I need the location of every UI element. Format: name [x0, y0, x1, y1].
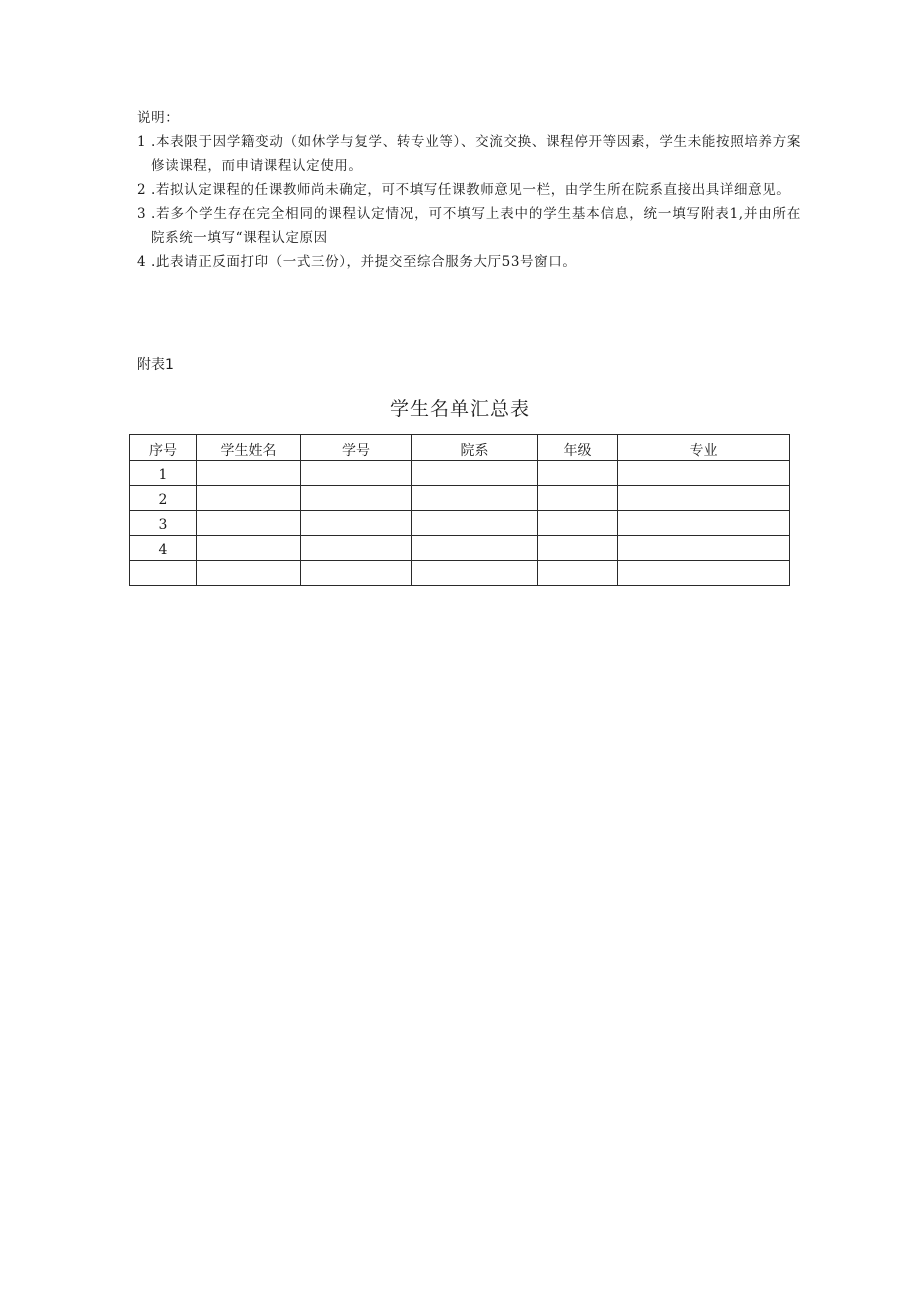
instruction-text: .若多个学生存在完全相同的课程认定情况，可不填写上表中的学生基本信息，统一填写附表1,并由所在院系统一填写“课程认定原因 [151, 206, 801, 246]
instruction-text: .若拟认定课程的任课教师尚未确定，可不填写任课教师意见一栏，由学生所在院系直接出具详细意见。 [151, 182, 791, 198]
appendix-label: 附表1 [137, 357, 174, 373]
column-header-student-name: 学生姓名 [197, 435, 301, 461]
cell-student-id[interactable] [301, 536, 412, 561]
cell-department[interactable] [412, 486, 538, 511]
cell-major[interactable] [618, 536, 790, 561]
cell-index: 3 [130, 511, 197, 536]
column-header-student-id: 学号 [301, 435, 412, 461]
instruction-item [137, 178, 801, 202]
instruction-item [137, 202, 801, 250]
instructions-heading: 说明： [137, 110, 180, 126]
cell-student-id[interactable] [301, 511, 412, 536]
cell-student-id[interactable] [301, 486, 412, 511]
cell-student-name[interactable] [197, 536, 301, 561]
cell-major[interactable] [618, 561, 790, 586]
column-header-department: 院系 [412, 435, 538, 461]
cell-department[interactable] [412, 461, 538, 486]
cell-major[interactable] [618, 486, 790, 511]
cell-student-name[interactable] [197, 486, 301, 511]
table-row [130, 511, 790, 536]
instruction-number: 4 [137, 254, 147, 270]
instruction-number: 3 [137, 206, 147, 222]
table-row [130, 536, 790, 561]
table-row [130, 461, 790, 486]
cell-department[interactable] [412, 511, 538, 536]
cell-grade[interactable] [538, 486, 618, 511]
column-header-major: 专业 [618, 435, 790, 461]
cell-student-name[interactable] [197, 561, 301, 586]
cell-student-name[interactable] [197, 461, 301, 486]
cell-index: 1 [130, 461, 197, 486]
instruction-item [137, 130, 801, 178]
instruction-number: 2 [137, 182, 147, 198]
table-header-row [130, 435, 790, 461]
instruction-text: .此表请正反面打印（一式三份），并提交至综合服务大厅53号窗口。 [151, 254, 577, 270]
cell-grade[interactable] [538, 511, 618, 536]
cell-major[interactable] [618, 511, 790, 536]
cell-department[interactable] [412, 536, 538, 561]
cell-student-id[interactable] [301, 461, 412, 486]
cell-grade[interactable] [538, 536, 618, 561]
cell-grade[interactable] [538, 561, 618, 586]
instruction-item [137, 250, 801, 274]
cell-index: 2 [130, 486, 197, 511]
cell-index: 4 [130, 536, 197, 561]
table-title: 学生名单汇总表 [389, 398, 530, 420]
column-header-index: 序号 [130, 435, 197, 461]
student-summary-table [129, 434, 790, 586]
table-row [130, 486, 790, 511]
cell-index [130, 561, 197, 586]
cell-department[interactable] [412, 561, 538, 586]
instruction-number: 1 [137, 134, 147, 150]
instruction-text: .本表限于因学籍变动（如休学与复学、转专业等）、交流交换、课程停开等因素，学生未能按照培养方案修读课程，而申请课程认定使用。 [151, 134, 801, 174]
column-header-grade: 年级 [538, 435, 618, 461]
cell-grade[interactable] [538, 461, 618, 486]
instructions-section [137, 106, 801, 274]
cell-student-id[interactable] [301, 561, 412, 586]
table-row [130, 561, 790, 586]
cell-student-name[interactable] [197, 511, 301, 536]
cell-major[interactable] [618, 461, 790, 486]
